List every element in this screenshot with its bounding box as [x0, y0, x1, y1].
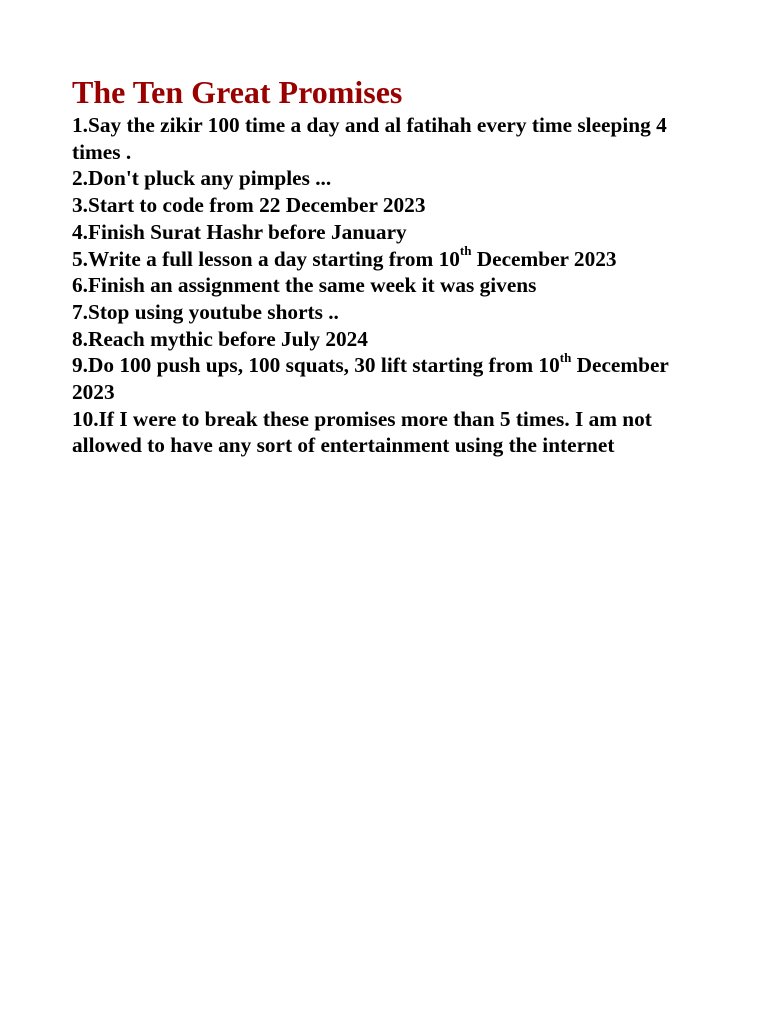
promise-item-8: 8.Reach mythic before July 2024 — [72, 326, 368, 351]
promise-item-5-text: 5.Write a full lesson a day starting from 10 — [72, 246, 460, 271]
promise-item-10: 10.If I were to break these promises more than 5 times. I am not allowed to have any sort of entertainment using the internet — [72, 406, 652, 458]
document-content — [72, 72, 702, 459]
promise-item-9 — [72, 352, 702, 405]
document-title: The Ten Great Promises — [72, 74, 403, 110]
ordinal-suffix: th — [459, 243, 472, 259]
promise-item-5 — [72, 243, 702, 273]
promise-item-3: 3.Start to code from 22 December 2023 — [72, 193, 426, 218]
promise-item-7: 7.Stop using youtube shorts .. — [72, 299, 339, 324]
promise-item-5-text-end: December 2023 — [471, 246, 617, 271]
promise-item-1: 1.Say the zikir 100 time a day and al fatihah every time sleeping 4 times . — [72, 113, 667, 164]
promise-item-2: 2.Don't pluck any pimples ... — [72, 166, 332, 191]
promise-item-9-text: 9.Do 100 push ups, 100 squats, 30 lift starting from 10 — [72, 353, 560, 378]
promise-item-4: 4.Finish Surat Hashr before January — [72, 219, 407, 244]
promise-item-9-text-end: December 2023 — [72, 353, 669, 405]
ordinal-suffix: th — [559, 350, 572, 366]
promise-list — [72, 112, 702, 459]
promise-item-6: 6.Finish an assignment the same week it was givens — [72, 273, 537, 298]
